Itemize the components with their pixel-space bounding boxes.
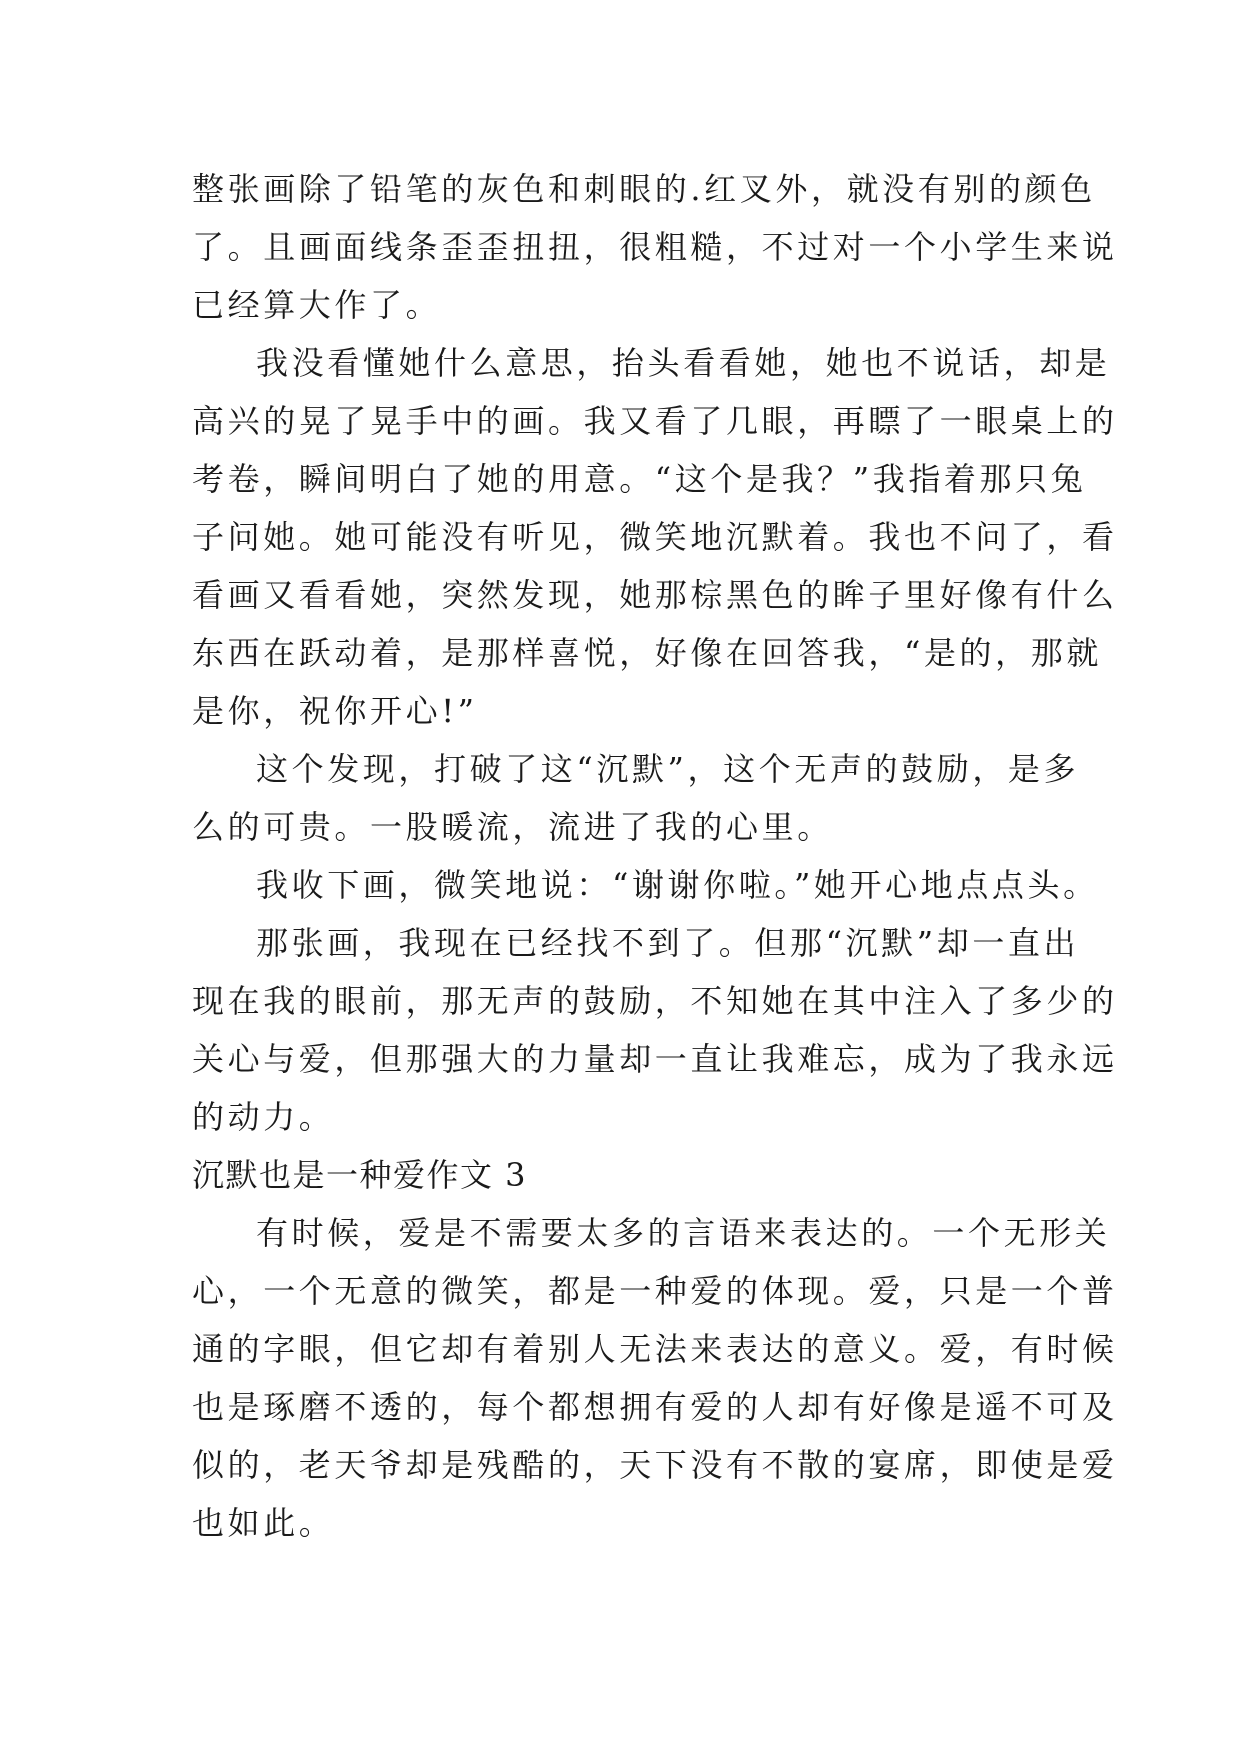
text-line: 我收下画，微笑地说：“谢谢你啦。”她开心地点点头。 [256,866,1099,904]
text-line: 通的字眼，但它却有着别人无法来表达的意义。爱，有时候 [192,1330,1118,1368]
text-line: 高兴的晃了晃手中的画。我又看了几眼，再瞟了一眼桌上的 [192,402,1118,440]
text-line: 么的可贵。一股暖流，流进了我的心里。 [192,808,833,846]
text-line: 了。且画面线条歪歪扭扭，很粗糙，不过对一个小学生来说 [192,228,1118,266]
text-line: 已经算大作了。 [192,286,442,324]
section-heading: 沉默也是一种爱作文 3 [192,1156,528,1194]
text-line: 考卷，瞬间明白了她的用意。“这个是我？”我指着那只兔 [192,460,1087,498]
text-line: 关心与爱，但那强大的力量却一直让我难忘，成为了我永远 [192,1040,1118,1078]
text-line: 我没看懂她什么意思，抬头看看她，她也不说话，却是 [256,344,1111,382]
text-line: 的动力。 [192,1098,335,1136]
text-line: 也如此。 [192,1504,335,1542]
text-line: 东西在跃动着，是那样喜悦，好像在回答我，“是的，那就 [192,634,1102,672]
document-body [192,160,1118,1552]
text-line: 子问她。她可能没有听见，微笑地沉默着。我也不问了，看 [192,518,1118,556]
text-line: 心，一个无意的微笑，都是一种爱的体现。爱，只是一个普 [192,1272,1118,1310]
text-line: 现在我的眼前，那无声的鼓励，不知她在其中注入了多少的 [192,982,1118,1020]
text-line: 那张画，我现在已经找不到了。但那“沉默”却一直出 [256,924,1080,962]
text-line: 这个发现，打破了这“沉默”，这个无声的鼓励，是多 [256,750,1080,788]
text-line: 似的，老天爷却是残酷的，天下没有不散的宴席，即使是爱 [192,1446,1118,1484]
text-line: 整张画除了铅笔的灰色和刺眼的.红叉外，就没有别的颜色 [192,170,1096,208]
text-line: 也是琢磨不透的，每个都想拥有爱的人却有好像是遥不可及 [192,1388,1118,1426]
text-line: 有时候，爱是不需要太多的言语来表达的。一个无形关 [256,1214,1111,1252]
text-line: 是你，祝你开心!” [192,692,478,730]
text-line: 看画又看看她，突然发现，她那棕黑色的眸子里好像有什么 [192,576,1118,614]
